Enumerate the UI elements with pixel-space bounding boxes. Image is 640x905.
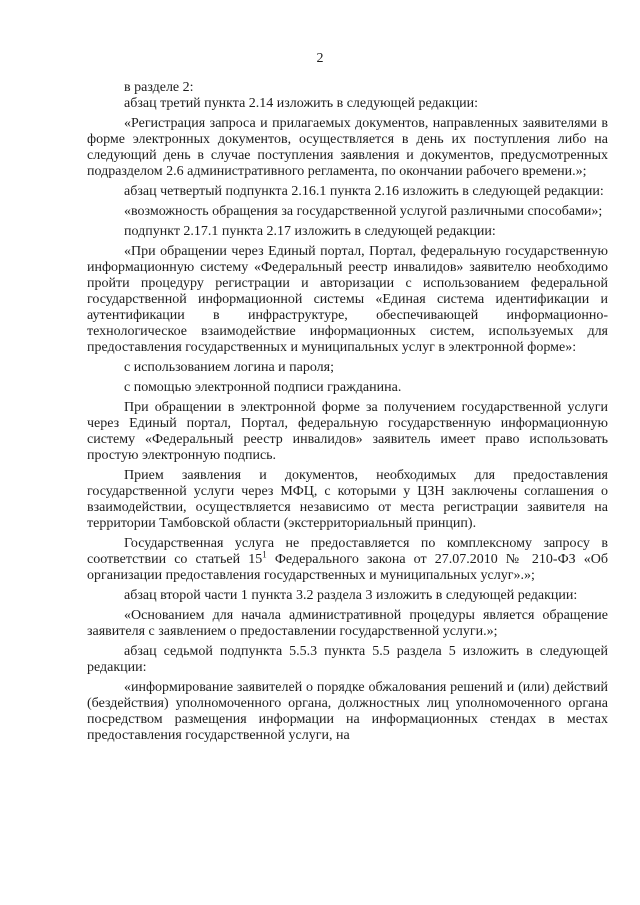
document-body [87, 80, 608, 744]
quoted-text: «возможность обращения за государственной услугой различными способами»; [124, 204, 603, 219]
amendment-instruction: абзац четвертый подпункта 2.16.1 пункта 2.16 изложить в следующей редакции: [124, 184, 604, 199]
amendment-instruction: подпункт 2.17.1 пункта 2.17 изложить в следующей редакции: [124, 224, 496, 239]
quoted-text: «информирование заявителей о порядке обжалования решений и (или) действий (бездействия) уполномоченного органа, должностных лиц уполномоченного органа посредством размещения информации на информационных стендах в местах предоставления государственной услуги, на [87, 680, 608, 743]
body-paragraph: Прием заявления и документов, необходимых для предоставления государственной услуги через МФЦ, с которыми у ЦЗН заключены соглашения о взаимодействии, осуществляется независимо от места регистрации заявителя на территории Тамбовской области (экстерриториальный принцип). [87, 468, 608, 531]
complex-request-text-end: Федерального закона от 27.07.2010 № 210-ФЗ «Об организации предоставления государственных и муниципальных услуг».»; [87, 552, 608, 583]
quoted-text: «При обращении через Единый портал, Портал, федеральную государственную информационную систему «Федеральный реестр инвалидов» заявителю необходимо пройти процедуру регистрации и авторизации с использованием федеральной государственной информационной системы «Единая система идентификации и аутентификации в инфраструктуре, обеспечивающей информационно-технологическое взаимодействие информационных систем, используемых для предоставления государственных и муниципальных услуг в электронной форме»: [87, 244, 608, 355]
section-heading: в разделе 2: [124, 80, 194, 95]
amendment-instruction: абзац третий пункта 2.14 изложить в следующей редакции: [124, 96, 479, 111]
body-paragraph [87, 536, 608, 584]
amendment-instruction: абзац седьмой подпункта 5.5.3 пункта 5.5 раздела 5 изложить в следующей редакции: [87, 644, 608, 675]
amendment-instruction: абзац второй части 1 пункта 3.2 раздела 3 изложить в следующей редакции: [124, 588, 578, 603]
quoted-text: «Регистрация запроса и прилагаемых документов, направленных заявителями в форме электронных документов, осуществляется в день их поступления либо на следующий день в случае поступления заявления и документов, предусмотренных подразделом 2.6 административного регламента, по окончании рабочего времени.»; [87, 116, 608, 179]
article-superscript: 1 [262, 549, 267, 560]
quoted-text: «Основанием для начала административной процедуры является обращение заявителя с заявлением о предоставлении государственной услуги.»; [87, 608, 608, 639]
body-paragraph: с помощью электронной подписи гражданина. [124, 380, 402, 395]
page-number: 2 [316, 51, 324, 66]
body-paragraph: с использованием логина и пароля; [124, 360, 334, 375]
body-paragraph: При обращении в электронной форме за получением государственной услуги через Единый портал, Портал, федеральную государственную информационную систему «Федеральный реестр инвалидов» заявитель имеет право использовать простую электронную подпись. [87, 400, 608, 463]
complex-request-text: Государственная услуга не предоставляется по комплексному запросу в соответствии со статьей 15 [87, 536, 608, 567]
